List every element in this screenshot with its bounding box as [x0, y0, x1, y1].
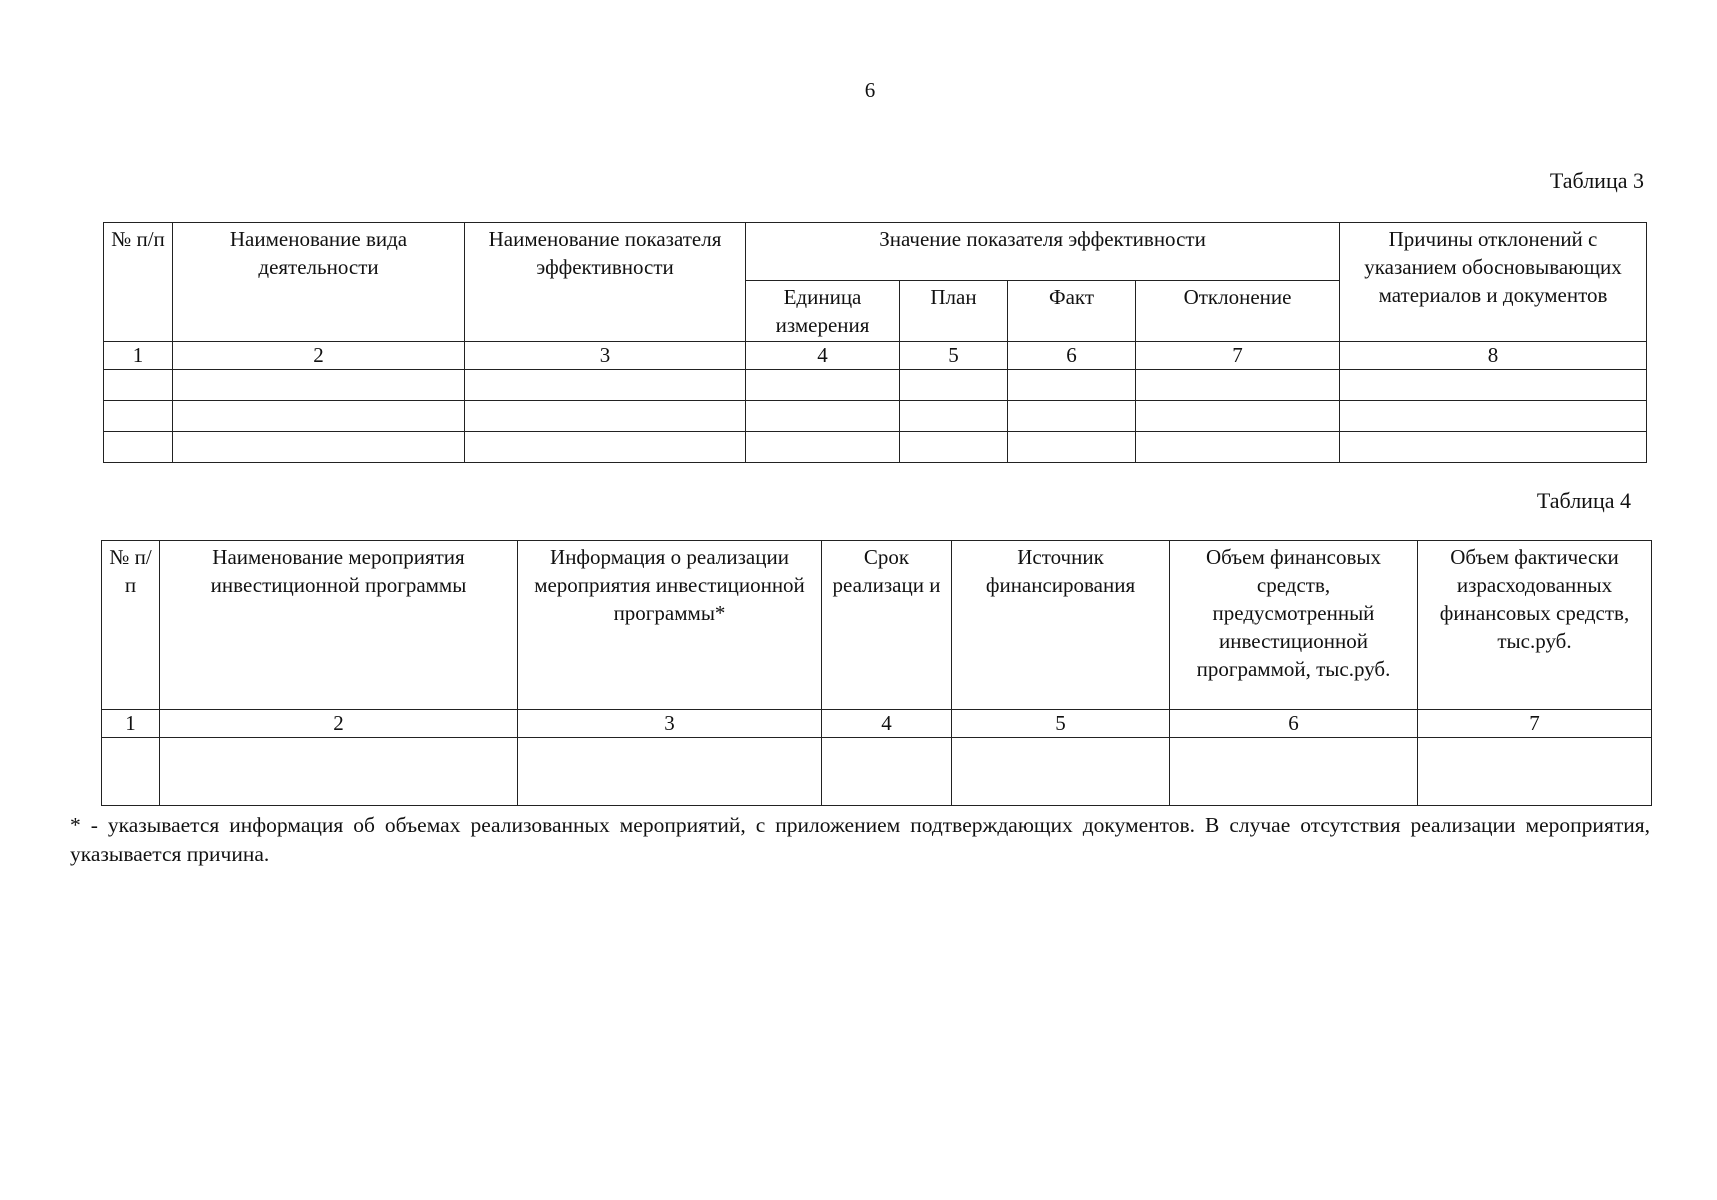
empty-cell: [1170, 738, 1418, 806]
empty-cell: [952, 738, 1170, 806]
empty-cell: [102, 738, 160, 806]
column-number: 1: [104, 342, 173, 370]
table-row: [104, 432, 1647, 463]
table-row: [104, 370, 1647, 401]
empty-cell: [746, 432, 900, 463]
column-number: 2: [160, 710, 518, 738]
empty-cell: [1340, 401, 1647, 432]
column-number: 7: [1136, 342, 1340, 370]
column-number: 4: [746, 342, 900, 370]
column-number: 5: [952, 710, 1170, 738]
header-planned-funds: Объем финансовых средств, предусмотренный инвестиционной программой, тыс.руб.: [1170, 541, 1418, 710]
column-number: 2: [173, 342, 465, 370]
header-unit: Единица измерения: [746, 281, 900, 342]
header-plan: План: [900, 281, 1008, 342]
empty-cell: [1008, 370, 1136, 401]
column-number: 3: [518, 710, 822, 738]
empty-cell: [465, 370, 746, 401]
table-row: [104, 401, 1647, 432]
empty-cell: [746, 370, 900, 401]
header-implementation-info: Информация о реализации мероприятия инвестиционной программы*: [518, 541, 822, 710]
column-number: 1: [102, 710, 160, 738]
column-number: 4: [822, 710, 952, 738]
empty-cell: [518, 738, 822, 806]
empty-cell: [900, 432, 1008, 463]
empty-cell: [173, 401, 465, 432]
footnote: * - указывается информация об объемах реализованных мероприятий, с приложением подтверждающих документов. В случае отсутствия реализации мероприятия, указывается причина.: [70, 813, 1650, 866]
empty-cell: [1418, 738, 1652, 806]
column-number: 7: [1418, 710, 1652, 738]
column-number: 8: [1340, 342, 1647, 370]
table-row: [102, 738, 1652, 806]
table3-efficiency-indicators: [103, 222, 1647, 463]
header-fact: Факт: [1008, 281, 1136, 342]
empty-cell: [465, 401, 746, 432]
table4-investment-program: [101, 540, 1652, 806]
header-reasons: Причины отклонений с указанием обосновывающих материалов и документов: [1340, 223, 1647, 342]
header-event-name: Наименование мероприятия инвестиционной программы: [160, 541, 518, 710]
header-activity-name: Наименование вида деятельности: [173, 223, 465, 342]
column-numbers-row: [102, 710, 1652, 738]
empty-cell: [1340, 432, 1647, 463]
header-num: № п/п: [104, 223, 173, 342]
column-number: 5: [900, 342, 1008, 370]
empty-cell: [1136, 370, 1340, 401]
column-number: 3: [465, 342, 746, 370]
empty-cell: [1136, 401, 1340, 432]
page-number: 6: [864, 78, 876, 102]
empty-cell: [104, 401, 173, 432]
empty-cell: [1008, 401, 1136, 432]
column-number: 6: [1170, 710, 1418, 738]
empty-cell: [1340, 370, 1647, 401]
empty-cell: [173, 370, 465, 401]
header-actual-funds: Объем фактически израсходованных финансовых средств, тыс.руб.: [1418, 541, 1652, 710]
empty-cell: [104, 432, 173, 463]
header-num: № п/п: [102, 541, 160, 710]
header-indicator-name: Наименование показателя эффективности: [465, 223, 746, 342]
empty-cell: [465, 432, 746, 463]
table3-caption: Таблица 3: [1549, 168, 1644, 193]
header-indicator-value: Значение показателя эффективности: [746, 223, 1340, 281]
empty-cell: [173, 432, 465, 463]
column-numbers-row: [104, 342, 1647, 370]
header-deviation: Отклонение: [1136, 281, 1340, 342]
empty-cell: [900, 370, 1008, 401]
table4-caption: Таблица 4: [1536, 488, 1631, 513]
empty-cell: [1008, 432, 1136, 463]
empty-cell: [1136, 432, 1340, 463]
empty-cell: [822, 738, 952, 806]
header-funding-source: Источник финансирования: [952, 541, 1170, 710]
empty-cell: [160, 738, 518, 806]
column-number: 6: [1008, 342, 1136, 370]
empty-cell: [746, 401, 900, 432]
empty-cell: [104, 370, 173, 401]
empty-cell: [900, 401, 1008, 432]
header-term: Срок реализаци и: [822, 541, 952, 710]
